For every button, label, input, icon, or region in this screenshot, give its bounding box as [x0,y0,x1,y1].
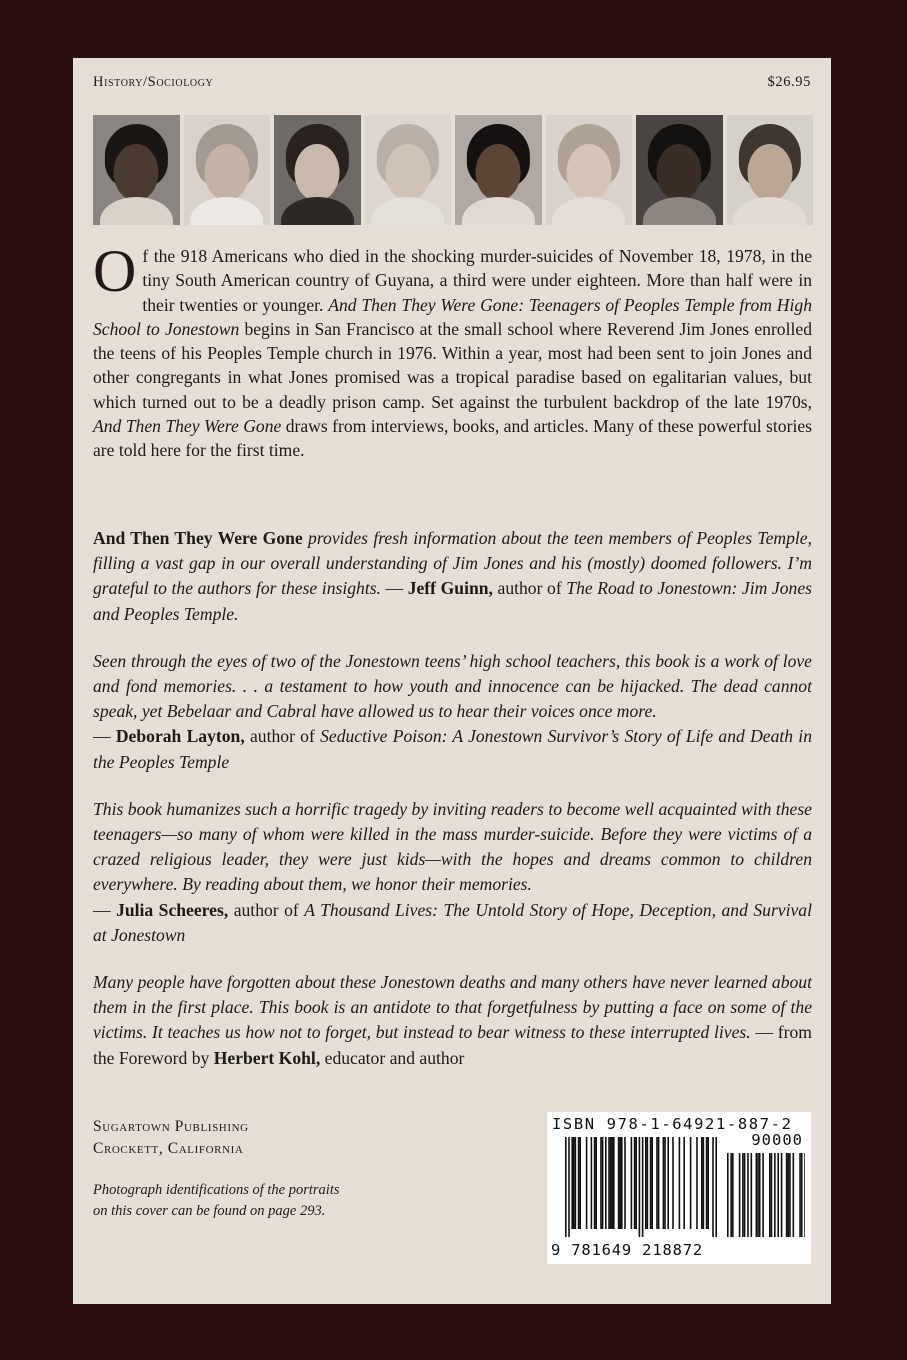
barcode-bar [715,1137,717,1237]
quote-author-of: author of [244,726,321,747]
quote-text: Seen through the eyes of two of the Jonestown teens’ high school teachers, this book is a work of love and fond memories. . . a testament to how youth and innocence can be hijacked. The dead cannot speak, yet Bebelaar and Cabral have allowed us to hear their voices once more. [93,650,812,722]
barcode-price-code: 90000 [751,1131,803,1149]
quote-author-of: author of [228,899,305,920]
quote-book-title: Seductive Poison: A Jonestown Survivor’s Story of Life and Death in the Peoples Temple [93,726,812,772]
barcode-addon-bar [732,1153,734,1237]
quote-text: Many people have forgotten about these Jonestown deaths and many others have never learned about them in the first place. This book is an antidote to that forgetfulness by putting a face on some of the victims. It teaches us how not to forget, but instead to bear witness to these interrupted lives. [93,972,812,1043]
barcode-bar [571,1137,573,1229]
barcode-bar [618,1137,620,1229]
barcode-addon-bar [793,1153,795,1237]
barcode-bar [647,1137,649,1229]
barcode-bar [663,1137,665,1229]
barcode-bar [631,1137,633,1229]
barcode-bar [565,1137,567,1237]
portrait-7 [636,115,723,225]
barcode-bar [586,1137,588,1229]
barcode-addon-bar [759,1153,761,1237]
barcode-addon-bar [777,1153,779,1237]
barcode-bar [679,1137,681,1229]
barcode-addon-bar [804,1153,805,1237]
quote-dash: — [750,1022,778,1043]
barcode-bar [624,1137,626,1229]
barcode-bar [602,1137,604,1229]
barcode-bar [634,1137,636,1229]
barcode-addon-bar [751,1153,753,1237]
barcode-addon-bar [747,1153,749,1237]
endorsement-scheeres [93,797,812,948]
barcode-bar [635,1137,637,1229]
barcode-addon-bar [801,1153,803,1237]
endorsement-kohl [93,970,812,1071]
barcode-bar [621,1137,623,1229]
portrait-3 [274,115,361,225]
barcode-bar [619,1137,621,1229]
barcode-addon-bar [762,1153,764,1237]
book-description [93,238,812,463]
barcode-bar [579,1137,581,1229]
barcode-bar [613,1137,615,1229]
quote-dash: — [93,726,116,747]
barcode-addon-bar [757,1153,759,1237]
drop-cap: O [93,238,137,304]
barcode-bar [639,1137,641,1237]
barcode-bar [645,1137,647,1229]
publisher-block [93,1116,249,1160]
description-text-2: begins in San Francisco at the small school where Reverend Jim Jones enrolled the teens of his Peoples Temple church in 1976. Within a year, most had been sent to join Jones and other congregants in what Jones promised was a tropical paradise based on egalitarian values, but which turned out to be a deadly prison camp. Set against the turbulent backdrop of the late 1970s, [93,318,812,412]
barcode-bar [608,1137,610,1229]
barcode-bar [600,1137,602,1229]
barcode-addon-bar [739,1153,741,1237]
barcode-bar [594,1137,596,1229]
barcode-bar [706,1137,708,1229]
isbn-text: ISBN 978-1-64921-887-2 [552,1115,793,1133]
barcode-addon-bar [727,1153,729,1237]
barcode-addon-bar [769,1153,771,1237]
description-text-1: f the 918 Americans who died in the shocking murder-suicides of November 18, 1978, in the tiny South American country of Guyana, a third were under eighteen. More than half were in their twenties or younger. [142,246,812,315]
publisher-name: Sugartown Publishing [93,1118,249,1135]
back-cover-panel [73,58,831,1304]
quote-dash: — [93,899,117,920]
quote-author: Julia Scheeres, [116,899,229,920]
publisher-location: Crockett, California [93,1140,244,1157]
barcode-bar [568,1137,570,1237]
barcode-addon-bar [730,1153,732,1237]
quote-book-title: A Thousand Lives: The Untold Story of Hope, Deception, and Survival at Jonestown [93,899,812,945]
barcode-bar [690,1137,692,1229]
quote-author-of: from the Foreword by [93,1022,812,1068]
barcode-digits: 9 781649 218872 [551,1241,703,1259]
barcode-bar [591,1137,593,1229]
barcode-bar [575,1137,577,1229]
barcode-addon-bar [789,1153,791,1237]
barcode-bar [683,1137,685,1229]
quote-lead-title: And Then They Were Gone [93,528,303,548]
barcode-bar [578,1137,580,1229]
barcode-addon-bar [742,1153,744,1237]
barcode-bar [664,1137,666,1229]
barcode-bar [672,1137,674,1229]
barcode-bar [696,1137,698,1229]
price-label: $26.95 [767,74,811,90]
portrait-8 [727,115,814,225]
barcode-bar [651,1137,653,1229]
quote-author: Deborah Layton, [115,726,245,747]
quote-author: Jeff Guinn, [407,578,493,599]
portrait-2 [184,115,271,225]
photo-note-line-2: on this cover can be found on page 293. [93,1203,326,1219]
barcode-bar [667,1137,669,1229]
quote-author-role: educator and author [320,1047,465,1068]
barcode-bar [610,1137,612,1229]
barcode-addon-bar [744,1153,746,1237]
endorsement-layton [93,649,812,775]
barcode-bar [573,1137,575,1229]
barcode-bar [701,1137,703,1229]
barcode-bar [712,1137,714,1237]
barcode-addon-bar [774,1153,776,1237]
barcode-bars [553,1137,805,1241]
barcode-addon-bar [781,1153,783,1237]
barcode-addon-bar [799,1153,801,1237]
category-label: History/Sociology [93,74,214,90]
portrait-1 [93,115,180,225]
quote-text: provides fresh information about the teen members of Peoples Temple, filling a vast gap in our overall understanding of Jim Jones and his (mostly) doomed followers. I’m grateful to the authors for these insights. [93,528,812,599]
description-text-3: draws from interviews, books, and articles. Many of these powerful stories are told here for the first time. [93,416,812,461]
barcode-bar [605,1137,607,1229]
barcode-bar [595,1137,597,1229]
portrait-strip [93,115,813,225]
barcode-bar [658,1137,660,1229]
barcode-bar [707,1137,709,1229]
barcode-bar [642,1137,644,1237]
isbn-barcode [547,1112,811,1264]
barcode-addon-bar [771,1153,773,1237]
description-title-2: And Then They Were Gone [93,416,282,437]
quote-text: This book humanizes such a horrific tragedy by inviting readers to become well acquainted with these teenagers—so many of whom were killed in the mass murder-suicide. Before they were victims of a crazed religious leader, they were just kids—with the hopes and dreams common to children everywhere. By reading about them, we honor their memories. [93,798,812,895]
quote-dash: — [380,578,408,599]
endorsement-guinn [93,526,812,627]
quote-book-title: The Road to Jonestown: Jim Jones and Peoples Temple. [93,578,812,624]
barcode-bar [656,1137,658,1229]
endorsements [93,526,812,1093]
description-title-1: And Then They Were Gone: Teenagers of Peoples Temple from High School to Jonestown [93,294,812,339]
photo-credit-note [93,1180,340,1222]
barcode-bar [650,1137,652,1229]
quote-author: Herbert Kohl, [213,1047,321,1068]
photo-note-line-1: Photograph identifications of the portraits [93,1182,340,1198]
barcode-bar [703,1137,705,1229]
barcode-addon-bar [787,1153,789,1237]
portrait-4 [365,115,452,225]
portrait-5 [455,115,542,225]
barcode-addon-bar [786,1153,788,1237]
barcode-bar [611,1137,613,1229]
portrait-6 [546,115,633,225]
quote-author-of: author of [492,578,567,599]
barcode-addon-bar [756,1153,758,1237]
